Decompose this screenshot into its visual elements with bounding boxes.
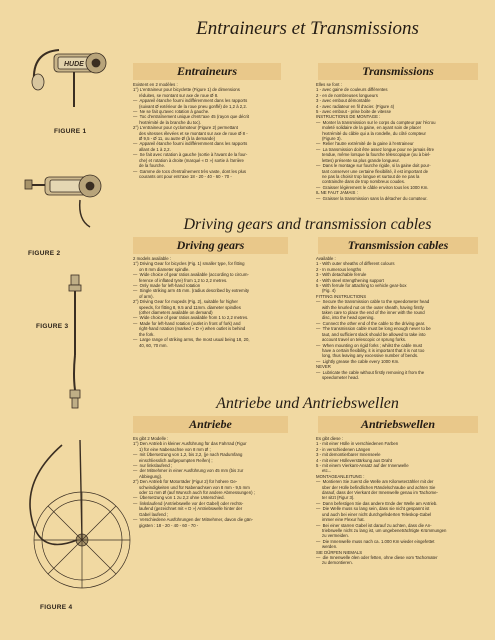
heading-entraineurs: Entraineurs	[133, 63, 281, 80]
body-antriebswellen: Es gibt diese : 1 - mit einer Hülle in verschiedenen Farben 2 - in verschiedenen Längen 3 - mit demontierbarer Innenseele 4 - mit einer Hülleverstärkung aus Draht 5 - mit einem Vierkant-Ansatz auf der Innenwelle etc... MONTAGEANLEITUNG : — Montieren Sie zuerst die Welle am Kilometerzähler mit der über der Hülle befindlichen Rändelschraube und achten Sie darauf, dass der Vierkant der Innenwelle genau im Tachome- ter sitzt (Figur 3). — Dann befestigen Sie das andere Ende der Welle am Antrieb. — Die Welle muss so lang sein, dass sie nicht gespannt ist und auch bei einer nicht durchgefederten Teleskop-Gabel immer eine Flexur hat. — Bei einer starren Gabel ist darauf zu achten, dass die An- triebswelle nicht zu lang ist, um ungebeneträchtigte Krümmungen zu vermeiden. — Die Innenwelle muss nach ca. 1.000 Km wieder eingefettet werden. SIE DÜRFEN NIEMALS — die Innenwelle ölen oder fetten, ohne diese vom Tachomater zu demontieren.	[316, 436, 447, 566]
logo-text: HUDE	[64, 61, 84, 68]
wheel-illustration	[30, 440, 130, 588]
figure-1-label: FIGURE 1	[54, 128, 87, 135]
body-transmissions: Elles se font : 1 - avec gaine de couleurs différentes 2 - en de nombreuses longueurs 3 - avec embout démontable 4 - avec radiateur en fil d'acier. (Figure 4) 5 - avec embout - prise boite de vitesse INSTRUCTIONS DE MONTAGE : — Monter la transmission sur le corps du compteur par l'écrou moleté solidaire de la gaine, en ayant soin de placer l'extrémité du câble qui a la rondelle, du côté compteur (Figure 3). — Relier l'autre extrémité de la gaine à l'entraineur — La transmission doit être assez longue pour ne jamais être tendue, même lorsque la fourche télescopique (ou à biel- lettes) présente sa plus grande longueur. — Dans le montage sur fourche rigide, si la gaine doit pour- tant conserver une certaine flexibilité, il est important de ne pas la choisir trop longue et surtout de ne pas la contraindre dans de trop nombreux coudes. — Graisser légèrement le câble environ tous les 1000 Km. IL NE FAUT JAMAIS : — Graisser la transmission sans la détacher du compteur.	[316, 82, 436, 200]
body-antriebe: Es gibt 2 Modelle : 1°) Den Antrieb in kleiner Ausführung für das Fahrrad (Figur 1) für eine Nabenachse von 8 mm Ø ; — mit Übersetzung von 1,2, bis 2,2, (je nach Radumfang einschliesslich aufgepumpten Reifen) ; — nur linkslaufend ; — der Mitnehmer in einer Ausführung von 45 mm (bis zur Abbiegung). 2°) Den Antrieb für Motorräder (Figur 2) für höhere Ge- schwindigkeiten und für Nabenachsen von 8 mm - 9,5 mm oder 11 mm Ø (auf Wunsch auch für andere Abmessungen) ; — Übersetzung von 1 zu 2,2 ohne Unterschied. — linkslaufend (Antriebswelle vor der Gabel) oder rechts- laufend (gezeichnet mit « D ») Antriebswelle hinter der Gabel laufend ; — Verschiedene Ausführungen der Mitnehmer, davon die gän- gigsten : 18 - 20 - 40 - 60 - 70 -	[133, 436, 255, 528]
heading-transmissions: Transmissions	[318, 63, 478, 80]
figure-4-label: FIGURE 4	[40, 604, 73, 611]
body-transmission-cables: Available : 1 - With outer sheaths of different colours 2 - In numerous lengths 3 - With detachable ferrule 4 - With steel strengthening support 5 - With ferrule for attaching to vehicle gear-box (Fig. 4) FITTING INSTRUCTIONS — Secure the transmission cable to the speedometer head with the knurled nut on the outer sheath, having firstly taken care to place the end of the inner with the round disc, into the head opening. — Connect the other end of the cable to the driving gear. — The transmission cable must be long enough never to be taut, and sufficient slack should be allowed to take into account travel on telescopic or sprung forks. — When mounting on rigid forks ; whilst the cable must have a certain flexibility, it is important that it is not too long, thus leaving any excessive number of bends. — Lightly grease the cable every 1000 Km. NEVER — Lubricate the cable without firstly removing it from the speedometer head.	[316, 256, 431, 380]
figure-2-drawing	[20, 165, 115, 245]
title-french: Entraineurs et Transmissions	[196, 18, 419, 39]
heading-driving-gears: Driving gears	[133, 237, 288, 254]
figure-3-drawing	[60, 275, 90, 410]
moped-gear-illustration	[25, 175, 101, 227]
cable-illustration	[69, 275, 81, 408]
body-driving-gears: 2 models available : 1°) Driving Gear for bicycles (Fig. 1) smaller type, for fitting on 8 mm diameter spindle. — Wide choice of gear ratios available (according to circum- ference of inflated tyre) from 1,2 to 2,2 metres. — Only made for left-hand rotation — Single striking arm 45 mm. (radius described by extremity of arm). 2°) Driving Gear for mopeds (Fig. 2), suitable for higher speeds, for fitting 8, 9.5 and 11mm. diameter spindles (other diameters available on demand) — Wide choice of gear ratios available from 1 to 2,2 metres. — Made for left-hand rotation (outlet in front of fork) and right-hand rotation (marked « D ») when outlet is behind the fork. — Large range of striking arms, the most usual being 18, 20, 40, 60, 70 mm.	[133, 256, 250, 348]
title-english: Driving gears and transmission cables	[183, 216, 432, 233]
driving-gear-illustration	[32, 50, 106, 107]
body-entraineurs: Existent en 2 modèles : 1°) L'entraineur pour bicyclette (Figure 1) de dimensions réduites, se montant sur axe de roue Ø 8. — Appareil étanche fourni indifféremment dans les rapports (suivant Ø extérieur de la roue pneu gonflé) de 1,2 à 2,2. — Ne se fait qu'avec rotation à gauche. — Toc d'entraînement unique d'entr'axe 45 (rayon que décrit l'extrémité de la branche du toc). 2°) L'entraineur pour cyclomoteur (Figure 2) permettant des vitesses élevées et se montant sur axe de roue Ø 8 - Ø 9,5 - Ø 11, ou autre Ø (à la demande) — Appareil étanche fourni indifféremment dans les rapports allant de 1 à 2,2. — Se fait avec rotation à gauche (sortie à l'avant de la four- che) et rotation à droite (marqué « D ») sortie à l'arrière de la fourche. — Gamme de tocs d'entraînement très vaste, dont les plus courants ont pour entr'axe 18 - 20 - 40 - 60 - 70 -	[133, 82, 250, 179]
figure-3-label: FIGURE 3	[36, 323, 69, 330]
heading-antriebe: Antriebe	[133, 416, 288, 433]
figure-4-drawing	[2, 440, 127, 600]
heading-transmission-cables: Transmission cables	[318, 237, 478, 254]
title-german: Antriebe und Antriebswellen	[216, 395, 399, 412]
figure-2-label: FIGURE 2	[28, 250, 61, 257]
figure-1-drawing	[24, 32, 119, 112]
heading-antriebswellen: Antriebswellen	[318, 416, 478, 433]
